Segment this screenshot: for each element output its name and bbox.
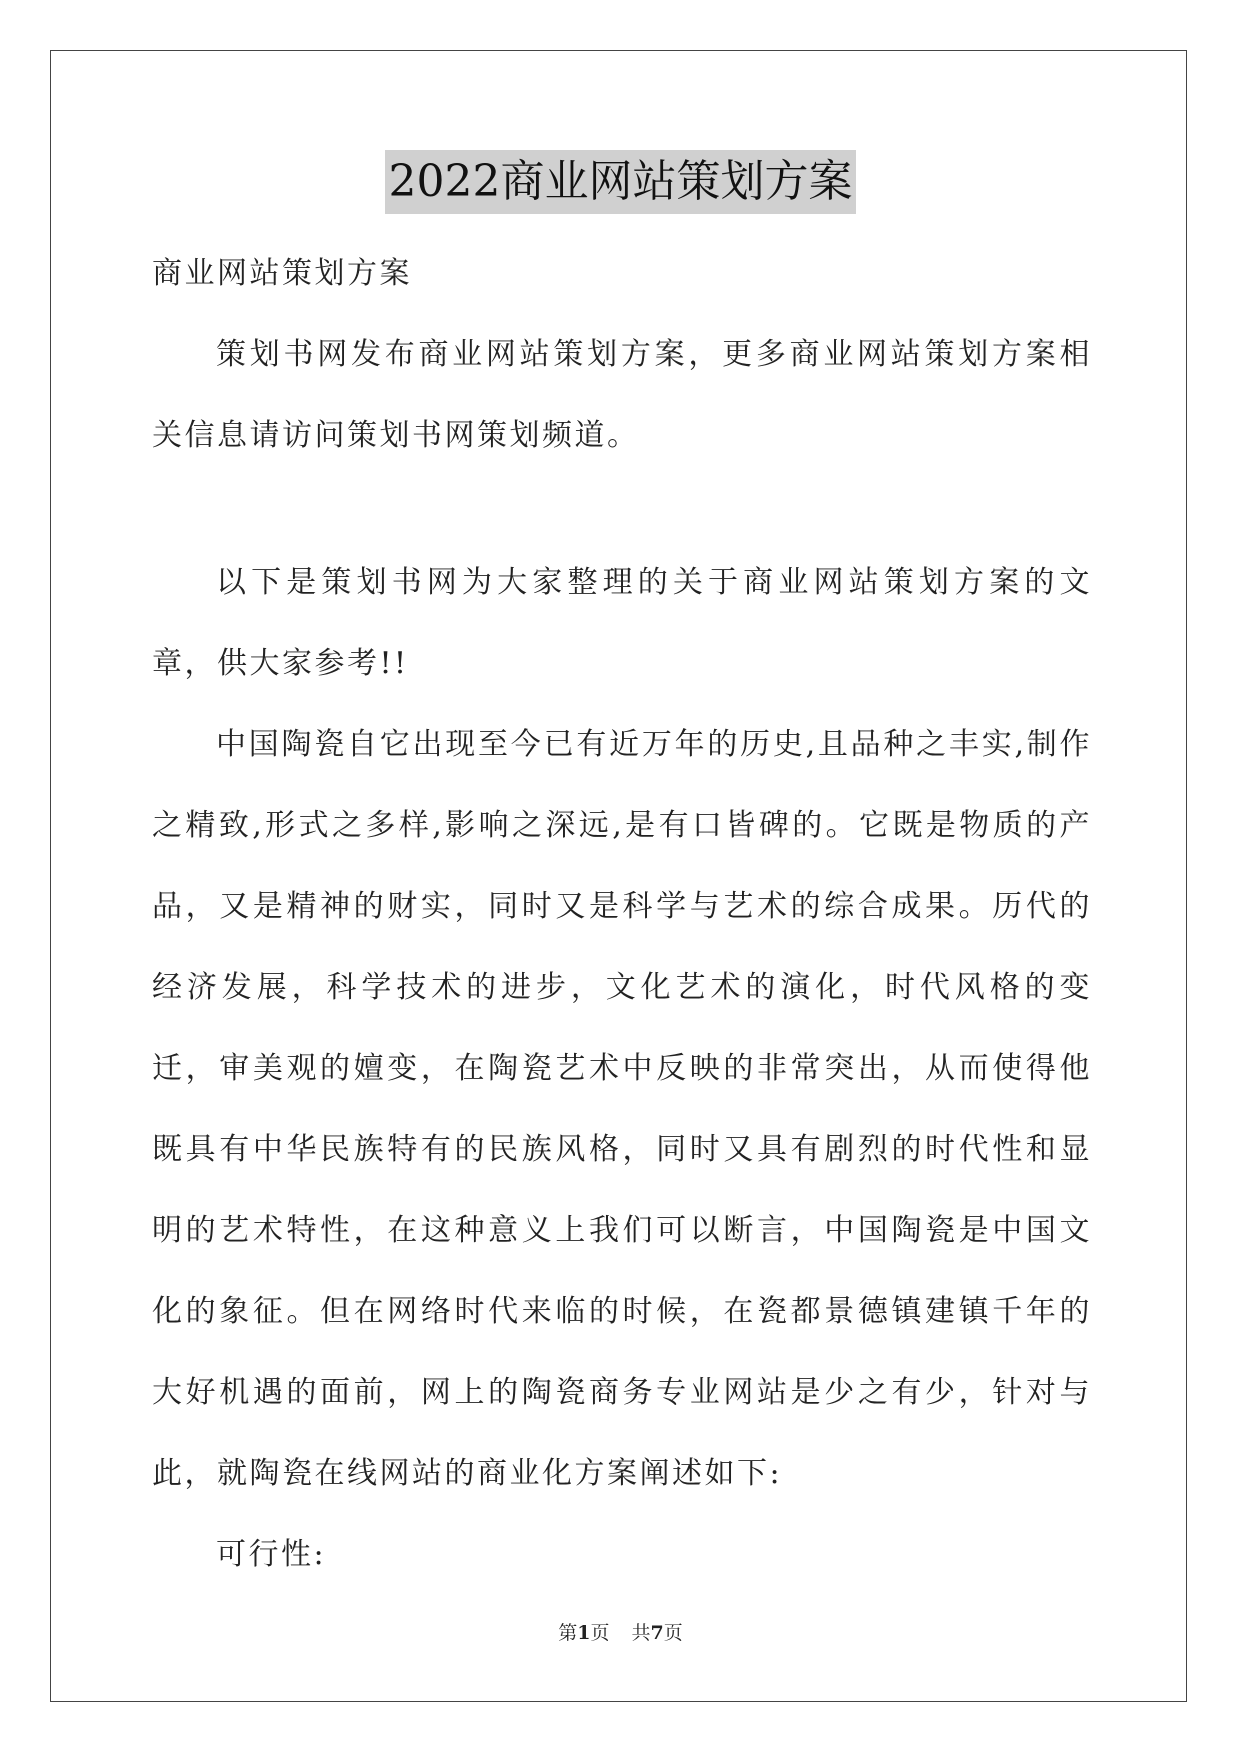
page-prefix: 第 bbox=[558, 1622, 578, 1644]
title-wrap bbox=[0, 150, 1241, 214]
total-prefix: 共 bbox=[631, 1622, 651, 1644]
page-current: 1 bbox=[577, 1622, 591, 1644]
document-body bbox=[152, 233, 1092, 1595]
page-footer bbox=[0, 1620, 1241, 1646]
paragraph-intro: 策划书网发布商业网站策划方案，更多商业网站策划方案相关信息请访问策划书网策划频道。 bbox=[152, 337, 1092, 453]
page-suffix: 页 bbox=[590, 1622, 610, 1644]
page-total: 7 bbox=[650, 1622, 664, 1644]
paragraph-reference: 以下是策划书网为大家整理的关于商业网站策划方案的文章，供大家参考!! bbox=[152, 565, 1092, 681]
total-suffix: 页 bbox=[663, 1622, 683, 1644]
document-title: 2022商业网站策划方案 bbox=[385, 150, 857, 214]
document-subtitle: 商业网站策划方案 bbox=[152, 256, 412, 291]
paragraph-ceramics: 中国陶瓷自它出现至今已有近万年的历史,且品种之丰实,制作之精致,形式之多样,影响之深远,是有口皆碑的。它既是物质的产品，又是精神的财实，同时又是科学与艺术的综合成果。历代的经济发展，科学技术的进步，文化艺术的演化，时代风格的变迁，审美观的嬗变，在陶瓷艺术中反映的非常突出，从而使得他既具有中华民族特有的民族风格，同时又具有剧烈的时代性和显明的艺术特性，在这种意义上我们可以断言，中国陶瓷是中国文化的象征。但在网络时代来临的时候，在瓷都景德镇建镇千年的大好机遇的面前，网上的陶瓷商务专业网站是少之有少，针对与此，就陶瓷在线网站的商业化方案阐述如下: bbox=[152, 727, 1092, 1491]
paragraph-feasibility: 可行性: bbox=[216, 1537, 327, 1572]
paragraph-spacer bbox=[152, 476, 1092, 542]
